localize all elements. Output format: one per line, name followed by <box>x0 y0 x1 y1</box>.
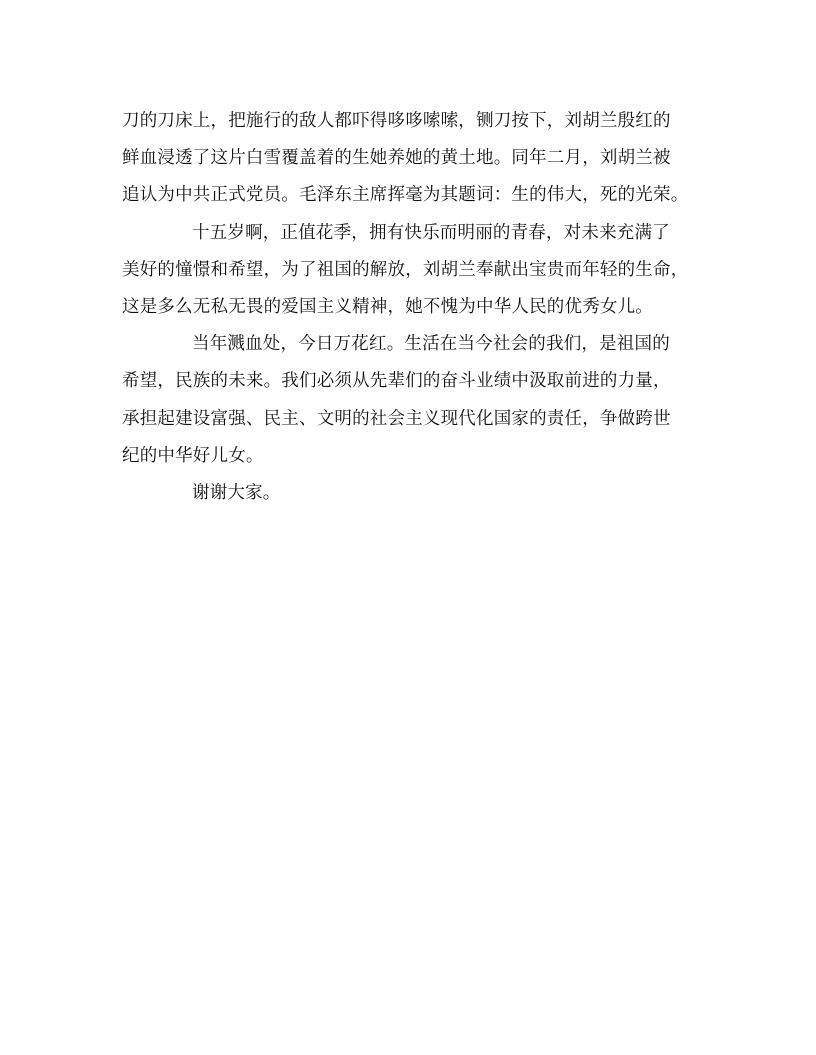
paragraph-line: 这是多么无私无畏的爱国主义精神，她不愧为中华人民的优秀女儿。 <box>122 296 653 317</box>
closing-line: 谢谢大家。 <box>192 482 281 503</box>
paragraph-line: 美好的憧憬和希望，为了祖国的解放，刘胡兰奉献出宝贵而年轻的生命， <box>122 259 689 280</box>
paragraph-line: 纪的中华好儿女。 <box>122 445 264 466</box>
paragraph-line: 追认为中共正式党员。毛泽东主席挥毫为其题词：生的伟大，死的光荣。 <box>122 185 689 206</box>
speech-text-block <box>122 103 702 512</box>
paragraph-line: 刀的刀床上，把施行的敌人都吓得哆哆嗦嗦，铡刀按下，刘胡兰殷红的 <box>122 111 671 131</box>
paragraph-line: 鲜血浸透了这片白雪覆盖着的生她养她的黄土地。同年二月，刘胡兰被 <box>122 148 671 169</box>
paragraph-line: 希望，民族的未来。我们必须从先辈们的奋斗业绩中汲取前进的力量， <box>122 371 671 392</box>
paragraph-line: 十五岁啊，正值花季，拥有快乐而明丽的青春，对未来充满了 <box>192 222 670 243</box>
paragraph-line: 当年溅血处，今日万花红。生活在当今社会的我们，是祖国的 <box>192 334 670 355</box>
paragraph-line: 承担起建设富强、民主、文明的社会主义现代化国家的责任，争做跨世 <box>122 408 671 429</box>
